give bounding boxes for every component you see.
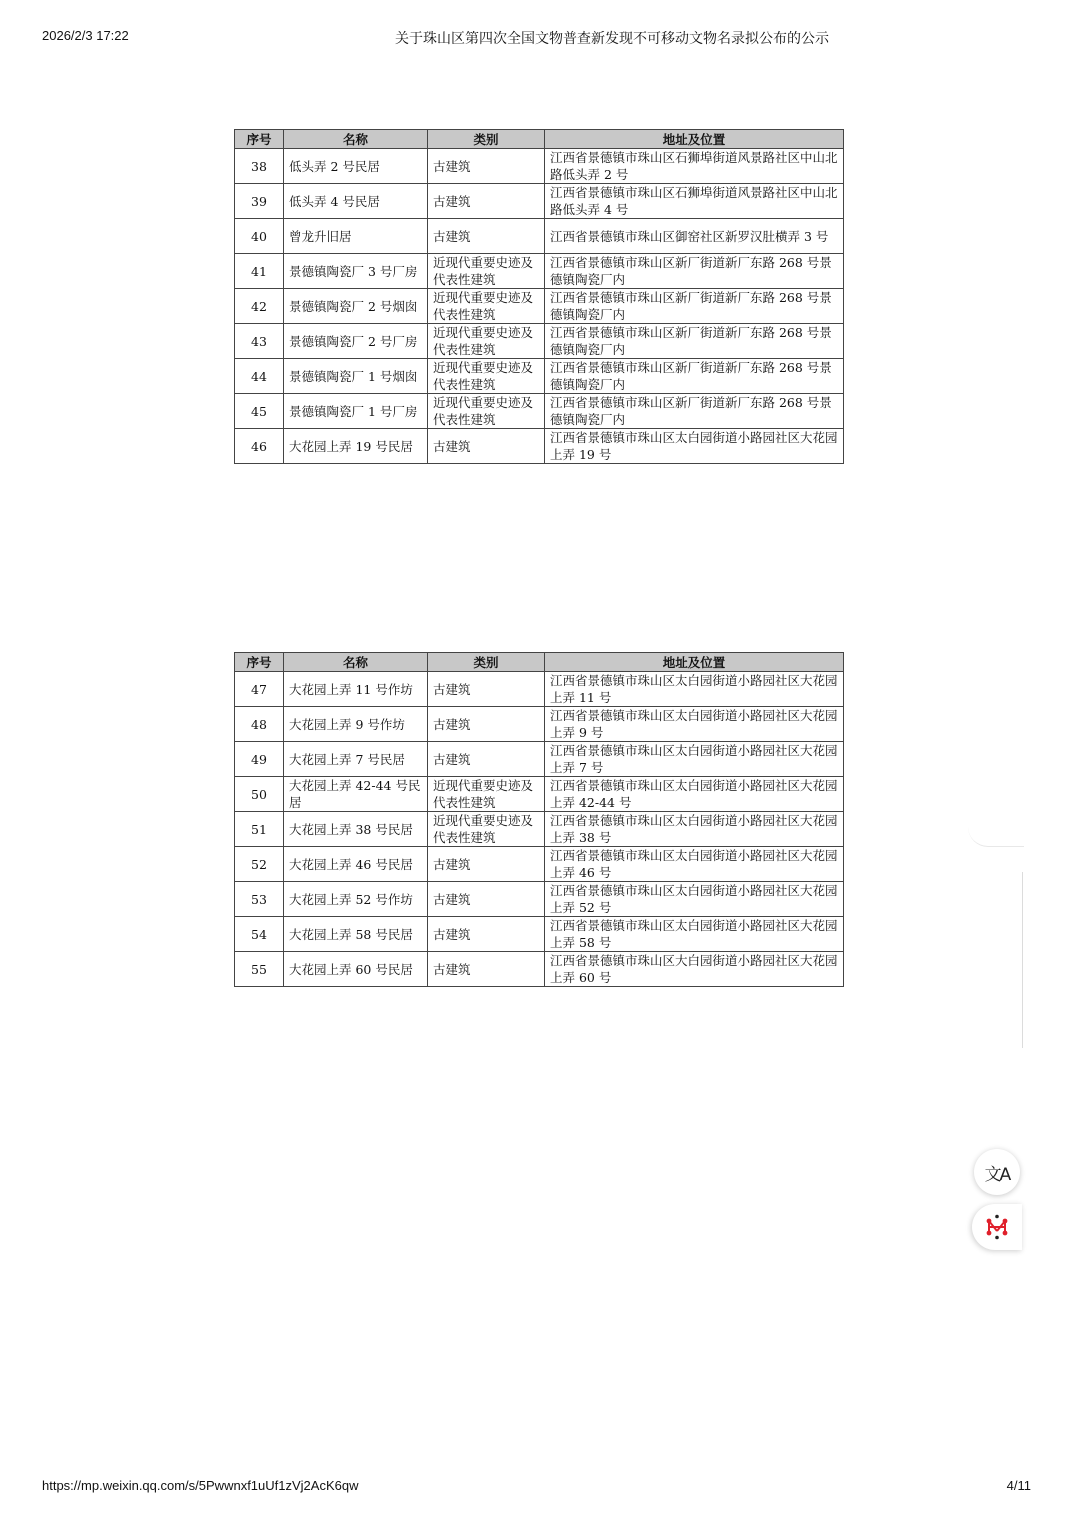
cell-type: 古建筑	[428, 672, 545, 707]
cell-address: 江西省景德镇市珠山区大白园街道小路园社区大花园上弄 60 号	[545, 952, 844, 987]
cell-no: 47	[235, 672, 284, 707]
cell-type: 古建筑	[428, 149, 545, 184]
translate-button[interactable]	[974, 1149, 1020, 1195]
relic-table-2	[234, 652, 844, 987]
cell-name: 大花园上弄 52 号作坊	[284, 882, 428, 917]
header-type: 类别	[428, 653, 545, 672]
translate-icon: 文A	[984, 1164, 1010, 1185]
cell-no: 43	[235, 324, 284, 359]
cell-no: 52	[235, 847, 284, 882]
cell-type: 古建筑	[428, 707, 545, 742]
cell-type: 古建筑	[428, 429, 545, 464]
print-header-date: 2026/2/3 17:22	[42, 28, 129, 43]
table-row	[235, 917, 844, 952]
header-name: 名称	[284, 653, 428, 672]
cell-address: 江西省景德镇市珠山区御窑社区新罗汉肚横弄 3 号	[545, 219, 844, 254]
cell-no: 55	[235, 952, 284, 987]
table-row	[235, 324, 844, 359]
cell-address: 江西省景德镇市珠山区新厂街道新厂东路 268 号景德镇陶瓷厂内	[545, 359, 844, 394]
cell-no: 44	[235, 359, 284, 394]
cell-type: 近现代重要史迹及代表性建筑	[428, 359, 545, 394]
cell-type: 古建筑	[428, 952, 545, 987]
header-no: 序号	[235, 130, 284, 149]
table-row	[235, 742, 844, 777]
cell-name: 景德镇陶瓷厂 1 号厂房	[284, 394, 428, 429]
cell-no: 50	[235, 777, 284, 812]
cell-address: 江西省景德镇市珠山区太白园街道小路园社区大花园上弄 58 号	[545, 917, 844, 952]
table-row	[235, 359, 844, 394]
table-row	[235, 812, 844, 847]
cell-name: 大花园上弄 19 号民居	[284, 429, 428, 464]
cell-name: 大花园上弄 58 号民居	[284, 917, 428, 952]
cell-no: 46	[235, 429, 284, 464]
table-row	[235, 777, 844, 812]
cell-type: 古建筑	[428, 882, 545, 917]
cell-address: 江西省景德镇市珠山区太白园街道小路园社区大花园上弄 42-44 号	[545, 777, 844, 812]
table-row	[235, 882, 844, 917]
cell-no: 41	[235, 254, 284, 289]
cell-type: 古建筑	[428, 917, 545, 952]
table-row	[235, 289, 844, 324]
cell-type: 近现代重要史迹及代表性建筑	[428, 777, 545, 812]
cell-name: 大花园上弄 7 号民居	[284, 742, 428, 777]
cell-name: 大花园上弄 46 号民居	[284, 847, 428, 882]
print-header-title: 关于珠山区第四次全国文物普查新发现不可移动文物名录拟公布的公示	[395, 31, 829, 47]
table-row	[235, 149, 844, 184]
table-row	[235, 672, 844, 707]
cell-type: 古建筑	[428, 847, 545, 882]
header-address: 地址及位置	[545, 130, 844, 149]
cell-address: 江西省景德镇市珠山区新厂街道新厂东路 268 号景德镇陶瓷厂内	[545, 394, 844, 429]
cell-type: 古建筑	[428, 742, 545, 777]
cell-no: 48	[235, 707, 284, 742]
cell-no: 54	[235, 917, 284, 952]
cell-name: 景德镇陶瓷厂 1 号烟囱	[284, 359, 428, 394]
cell-name: 大花园上弄 11 号作坊	[284, 672, 428, 707]
relic-table-1	[234, 129, 844, 464]
table-row	[235, 219, 844, 254]
cell-no: 42	[235, 289, 284, 324]
header-type: 类别	[428, 130, 545, 149]
cell-no: 38	[235, 149, 284, 184]
cell-address: 江西省景德镇市珠山区太白园街道小路园社区大花园上弄 7 号	[545, 742, 844, 777]
cell-name: 大花园上弄 38 号民居	[284, 812, 428, 847]
cell-address: 江西省景德镇市珠山区太白园街道小路园社区大花园上弄 19 号	[545, 429, 844, 464]
side-panel-edge	[968, 810, 1024, 847]
cell-type: 近现代重要史迹及代表性建筑	[428, 254, 545, 289]
cell-type: 近现代重要史迹及代表性建筑	[428, 289, 545, 324]
table-row	[235, 952, 844, 987]
print-footer-url: https://mp.weixin.qq.com/s/5Pwwnxf1uUf1zVj2AcK6qw	[42, 1478, 359, 1493]
cell-address: 江西省景德镇市珠山区新厂街道新厂东路 268 号景德镇陶瓷厂内	[545, 254, 844, 289]
cell-type: 古建筑	[428, 184, 545, 219]
cell-address: 江西省景德镇市珠山区太白园街道小路园社区大花园上弄 9 号	[545, 707, 844, 742]
cell-type: 近现代重要史迹及代表性建筑	[428, 394, 545, 429]
cell-no: 49	[235, 742, 284, 777]
cell-name: 大花园上弄 9 号作坊	[284, 707, 428, 742]
side-panel-divider	[1022, 872, 1023, 1048]
cell-type: 近现代重要史迹及代表性建筑	[428, 812, 545, 847]
cell-address: 江西省景德镇市珠山区新厂街道新厂东路 268 号景德镇陶瓷厂内	[545, 289, 844, 324]
cell-name: 低头弄 2 号民居	[284, 149, 428, 184]
share-graph-button[interactable]	[972, 1204, 1022, 1250]
cell-address: 江西省景德镇市珠山区太白园街道小路园社区大花园上弄 46 号	[545, 847, 844, 882]
cell-address: 江西省景德镇市珠山区新厂街道新厂东路 268 号景德镇陶瓷厂内	[545, 324, 844, 359]
cell-type: 古建筑	[428, 219, 545, 254]
table-row	[235, 394, 844, 429]
table-row	[235, 429, 844, 464]
cell-no: 40	[235, 219, 284, 254]
cell-address: 江西省景德镇市珠山区太白园街道小路园社区大花园上弄 52 号	[545, 882, 844, 917]
cell-name: 低头弄 4 号民居	[284, 184, 428, 219]
cell-name: 景德镇陶瓷厂 3 号厂房	[284, 254, 428, 289]
print-footer-page: 4/11	[1006, 1478, 1031, 1493]
header-no: 序号	[235, 653, 284, 672]
cell-name: 大花园上弄 60 号民居	[284, 952, 428, 987]
cell-no: 53	[235, 882, 284, 917]
cell-type: 近现代重要史迹及代表性建筑	[428, 324, 545, 359]
header-address: 地址及位置	[545, 653, 844, 672]
cell-name: 景德镇陶瓷厂 2 号厂房	[284, 324, 428, 359]
table-header-row	[235, 653, 844, 672]
table-row	[235, 254, 844, 289]
cell-no: 45	[235, 394, 284, 429]
share-graph-icon	[983, 1213, 1011, 1241]
table-header-row	[235, 130, 844, 149]
cell-name: 大花园上弄 42-44 号民居	[284, 777, 428, 812]
header-name: 名称	[284, 130, 428, 149]
cell-address: 江西省景德镇市珠山区石狮埠街道风景路社区中山北路低头弄 4 号	[545, 184, 844, 219]
table-row	[235, 184, 844, 219]
table-row	[235, 707, 844, 742]
cell-address: 江西省景德镇市珠山区太白园街道小路园社区大花园上弄 11 号	[545, 672, 844, 707]
cell-name: 景德镇陶瓷厂 2 号烟囱	[284, 289, 428, 324]
cell-name: 曾龙升旧居	[284, 219, 428, 254]
table-row	[235, 847, 844, 882]
cell-no: 51	[235, 812, 284, 847]
cell-no: 39	[235, 184, 284, 219]
cell-address: 江西省景德镇市珠山区太白园街道小路园社区大花园上弄 38 号	[545, 812, 844, 847]
cell-address: 江西省景德镇市珠山区石狮埠街道风景路社区中山北路低头弄 2 号	[545, 149, 844, 184]
